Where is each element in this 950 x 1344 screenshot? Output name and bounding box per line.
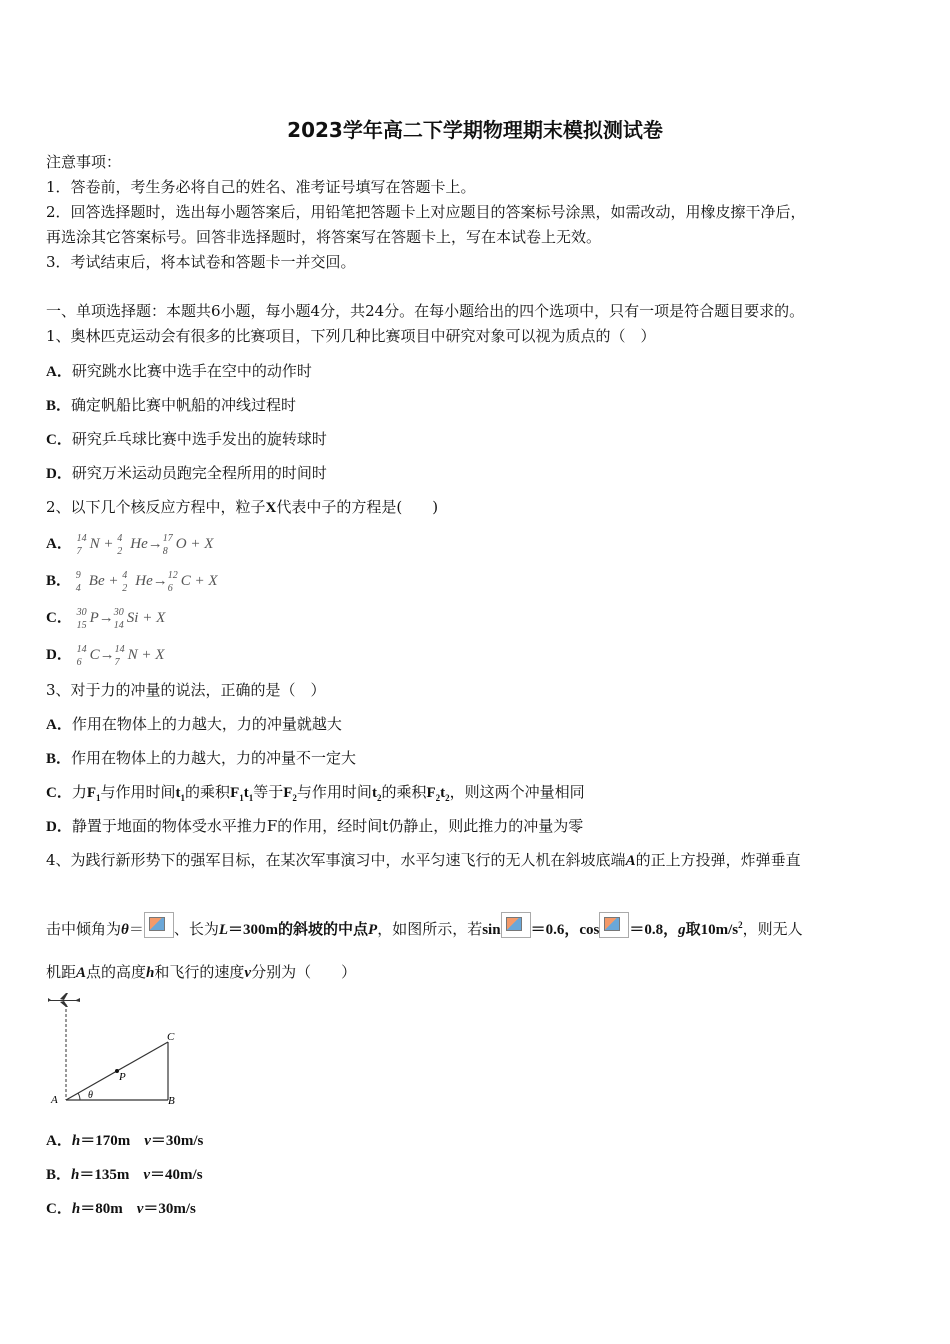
h-value: ＝135m	[79, 1167, 130, 1183]
text: ＝300m的斜坡的中点	[228, 922, 369, 938]
mass-number: 30	[113, 607, 124, 618]
force-symbol	[283, 785, 297, 801]
text: 的乘积	[381, 783, 427, 801]
nuclear-equation	[75, 570, 218, 594]
q2-option-a	[46, 533, 214, 557]
tail: + X	[138, 610, 166, 626]
q2-option-d	[46, 644, 165, 668]
text: 分别为（ ）	[251, 963, 357, 981]
point-a: A	[625, 853, 636, 869]
tail: + X	[190, 573, 218, 589]
subscript: 2	[376, 793, 382, 803]
theta-symbol: θ	[121, 922, 129, 938]
text: 与作用时间	[100, 783, 176, 801]
text: 4、为践行新形势下的强军目标，在某次军事演习中，水平匀速飞行的无人机在斜坡底端	[46, 851, 626, 869]
q1-option-b	[46, 395, 296, 416]
question-3-stem: 3、对于力的冲量的说法，正确的是（ ）	[46, 681, 326, 699]
v-value: ＝40m/s	[150, 1167, 203, 1183]
label-c: C	[167, 1031, 175, 1043]
atomic-number: 6	[76, 657, 82, 668]
plus: +	[99, 536, 118, 552]
notice-item: 3．考试结束后，将本试卷和答题卡一并交回。	[46, 253, 356, 271]
tail: + X	[137, 647, 165, 663]
symbol: F	[426, 785, 436, 801]
stem-x: X	[265, 500, 277, 516]
symbol: C	[89, 647, 100, 663]
nuclide	[76, 644, 100, 668]
product-symbol	[230, 785, 253, 801]
option-label: C．	[46, 432, 72, 448]
text: 力	[71, 783, 87, 801]
broken-image-icon	[144, 912, 174, 938]
text: ＝0.6，	[530, 922, 580, 938]
arrow: →	[152, 573, 168, 589]
h-symbol: h	[71, 1201, 81, 1217]
option-text: 静置于地面的物体受水平推力F的作用，经时间t仍静止，则此推力的冲量为零	[71, 817, 584, 835]
option-label: A．	[46, 536, 72, 552]
symbol: C	[180, 573, 191, 589]
airplane-icon	[48, 993, 80, 1007]
text: 等于	[253, 783, 284, 801]
option-label: A．	[46, 717, 72, 733]
text: 取10m/s	[685, 922, 739, 938]
product-symbol	[426, 785, 449, 801]
question-1-stem: 1、奥林匹克运动会有很多的比赛项目，下列几种比赛项目中研究对象可以视为质点的（ ）	[46, 327, 656, 345]
option-label: D．	[46, 466, 72, 482]
q3-option-d	[46, 816, 583, 837]
label-a: A	[51, 1094, 58, 1106]
nuclide	[114, 644, 138, 668]
symbol: t	[243, 785, 249, 801]
text: 的正上方投弹，炸弹垂直	[635, 851, 801, 869]
v-symbol: v	[244, 965, 252, 981]
option-text: 作用在物体上的力越大，力的冲量不一定大	[71, 749, 357, 767]
symbol: F	[283, 785, 293, 801]
text: ，则无人	[742, 920, 803, 938]
notice-item: 再选涂其它答案标号。回答非选择题时，将答案写在答题卡上，写在本试卷上无效。	[46, 228, 602, 246]
atomic-number: 4	[75, 583, 81, 594]
page-title: 2023学年高二下学期物理期末模拟测试卷	[287, 118, 663, 142]
label-p: P	[119, 1071, 126, 1083]
option-text: 研究跳水比赛中选手在空中的动作时	[71, 362, 312, 380]
cos-symbol: cos	[579, 922, 600, 938]
time-symbol	[372, 785, 382, 801]
atomic-number: 14	[113, 620, 124, 631]
option-label: D．	[46, 647, 72, 663]
question-4-stem-line1	[46, 850, 801, 871]
symbol: N	[89, 536, 100, 552]
q3-option-b	[46, 748, 356, 769]
q3-option-a	[46, 714, 342, 735]
stem-text: 2、以下几个核反应方程中，粒子	[46, 498, 266, 516]
text: ，则这两个冲量相同	[449, 783, 585, 801]
atomic-number: 7	[76, 546, 82, 557]
q4-option-a	[46, 1130, 203, 1151]
atomic-number: 8	[162, 546, 168, 557]
nuclear-equation	[76, 644, 165, 668]
tail: + X	[186, 536, 214, 552]
option-label: B．	[46, 398, 72, 414]
option-label: D．	[46, 819, 72, 835]
q1-option-a	[46, 361, 312, 382]
broken-image-icon	[599, 912, 629, 938]
subscript: 1	[180, 793, 186, 803]
nuclide	[122, 570, 153, 594]
text: ＝0.8，	[629, 922, 679, 938]
label-theta: θ	[88, 1090, 93, 1101]
option-label: A．	[46, 1133, 72, 1149]
nuclide	[76, 607, 99, 631]
atomic-number: 2	[117, 546, 123, 557]
text: 击中倾角为	[46, 920, 122, 938]
atomic-number: 2	[122, 583, 128, 594]
symbol: t	[371, 785, 377, 801]
nuclide	[76, 533, 100, 557]
subscript: 1	[96, 793, 101, 803]
broken-image-icon	[501, 912, 531, 938]
option-text: 作用在物体上的力越大，力的冲量就越大	[71, 715, 342, 733]
arrow: →	[98, 610, 114, 626]
q1-option-c	[46, 429, 327, 450]
atomic-number: 6	[167, 583, 173, 594]
force-symbol	[87, 785, 101, 801]
question-2-stem	[46, 497, 438, 518]
option-label: B．	[46, 573, 72, 589]
notice-heading: 注意事项：	[46, 153, 122, 171]
q1-option-d	[46, 463, 327, 484]
mass-number: 12	[167, 570, 178, 581]
text: 机距	[46, 963, 77, 981]
text: 和飞行的速度	[154, 963, 245, 981]
v-symbol: v	[143, 1167, 151, 1183]
v-symbol: v	[136, 1201, 144, 1217]
subscript: 1	[239, 793, 244, 803]
q2-option-c	[46, 607, 166, 631]
text: 、长为	[173, 920, 219, 938]
symbol: Be	[88, 573, 105, 589]
text: 点的高度	[86, 963, 147, 981]
mass-number: 4	[122, 570, 128, 581]
v-value: ＝30m/s	[150, 1133, 204, 1149]
notice-item: 2．回答选择题时，选出每小题答案后，用铅笔把答题卡上对应题目的答案标号涂黑，如需改动，用橡皮擦干净后，	[46, 203, 806, 221]
mass-number: 17	[162, 533, 173, 544]
h-value: ＝80m	[80, 1201, 123, 1217]
option-text: 研究乒乓球比赛中选手发出的旋转球时	[71, 430, 327, 448]
point-a: A	[76, 965, 87, 981]
angle-arc	[78, 1093, 80, 1100]
nuclide	[113, 607, 139, 631]
slope-diagram	[40, 990, 200, 1110]
nuclide	[117, 533, 148, 557]
plus: +	[104, 573, 123, 589]
atomic-number: 7	[114, 657, 120, 668]
nuclear-equation	[76, 533, 214, 557]
h-value: ＝170m	[80, 1133, 131, 1149]
superscript: 2	[738, 920, 743, 930]
symbol: t	[175, 785, 181, 801]
nuclide	[162, 533, 187, 557]
arrow: →	[147, 536, 163, 552]
text: ＝	[128, 920, 144, 938]
q2-option-b	[46, 570, 218, 594]
mass-number: 14	[76, 533, 87, 544]
option-label: A．	[46, 364, 72, 380]
option-label: B．	[46, 1167, 72, 1183]
mass-number: 9	[75, 570, 81, 581]
stem-text: 代表中子的方程是( )	[276, 498, 439, 516]
nuclide	[75, 570, 105, 594]
mass-number: 30	[76, 607, 87, 618]
subscript: 1	[248, 793, 254, 803]
symbol: F	[86, 785, 97, 801]
symbol: P	[89, 610, 99, 626]
length-symbol: L	[218, 922, 229, 938]
nuclear-equation	[76, 607, 166, 631]
symbol: t	[440, 785, 446, 801]
option-text: 研究万米运动员跑完全程所用的时间时	[71, 464, 327, 482]
symbol: O	[175, 536, 187, 552]
label-b: B	[168, 1095, 175, 1107]
text: 的乘积	[185, 783, 231, 801]
question-4-stem-line2	[46, 912, 803, 940]
sin-symbol: sin	[482, 922, 501, 938]
option-label: B．	[46, 751, 72, 767]
notice-item: 1．答卷前，考生务必将自己的姓名、准考证号填写在答题卡上。	[46, 178, 476, 196]
subscript: 2	[445, 793, 450, 803]
mass-number: 14	[114, 644, 125, 655]
q4-option-b	[46, 1164, 203, 1185]
symbol: Si	[126, 610, 139, 626]
mass-number: 14	[76, 644, 87, 655]
symbol: He	[130, 536, 148, 552]
text: ，如图所示，若	[377, 920, 483, 938]
v-symbol: v	[144, 1133, 151, 1149]
option-label: C．	[46, 610, 72, 626]
symbol: F	[230, 785, 240, 801]
subscript: 2	[292, 793, 297, 803]
question-4-stem-line3	[46, 962, 356, 983]
time-symbol	[176, 785, 186, 801]
text: 与作用时间	[296, 783, 372, 801]
subscript: 2	[435, 793, 441, 803]
point-p: P	[368, 922, 378, 938]
nuclide	[167, 570, 191, 594]
h-symbol: h	[71, 1167, 80, 1183]
section-heading: 一、单项选择题：本题共6小题，每小题4分，共24分。在每小题给出的四个选项中，只有一项是符合题目要求的。	[46, 302, 805, 320]
arrow: →	[99, 647, 115, 663]
symbol: He	[135, 573, 153, 589]
v-value: ＝30m/s	[143, 1201, 196, 1217]
q3-option-c	[46, 782, 585, 808]
option-label: C．	[46, 1201, 72, 1217]
h-symbol: h	[146, 965, 155, 981]
q4-option-c	[46, 1198, 196, 1219]
g-symbol: g	[678, 922, 686, 938]
h-symbol: h	[71, 1133, 81, 1149]
option-label: C．	[46, 785, 72, 801]
symbol: N	[127, 647, 138, 663]
atomic-number: 15	[76, 620, 87, 631]
option-text: 确定帆船比赛中帆船的冲线过程时	[71, 396, 297, 414]
mass-number: 4	[117, 533, 123, 544]
